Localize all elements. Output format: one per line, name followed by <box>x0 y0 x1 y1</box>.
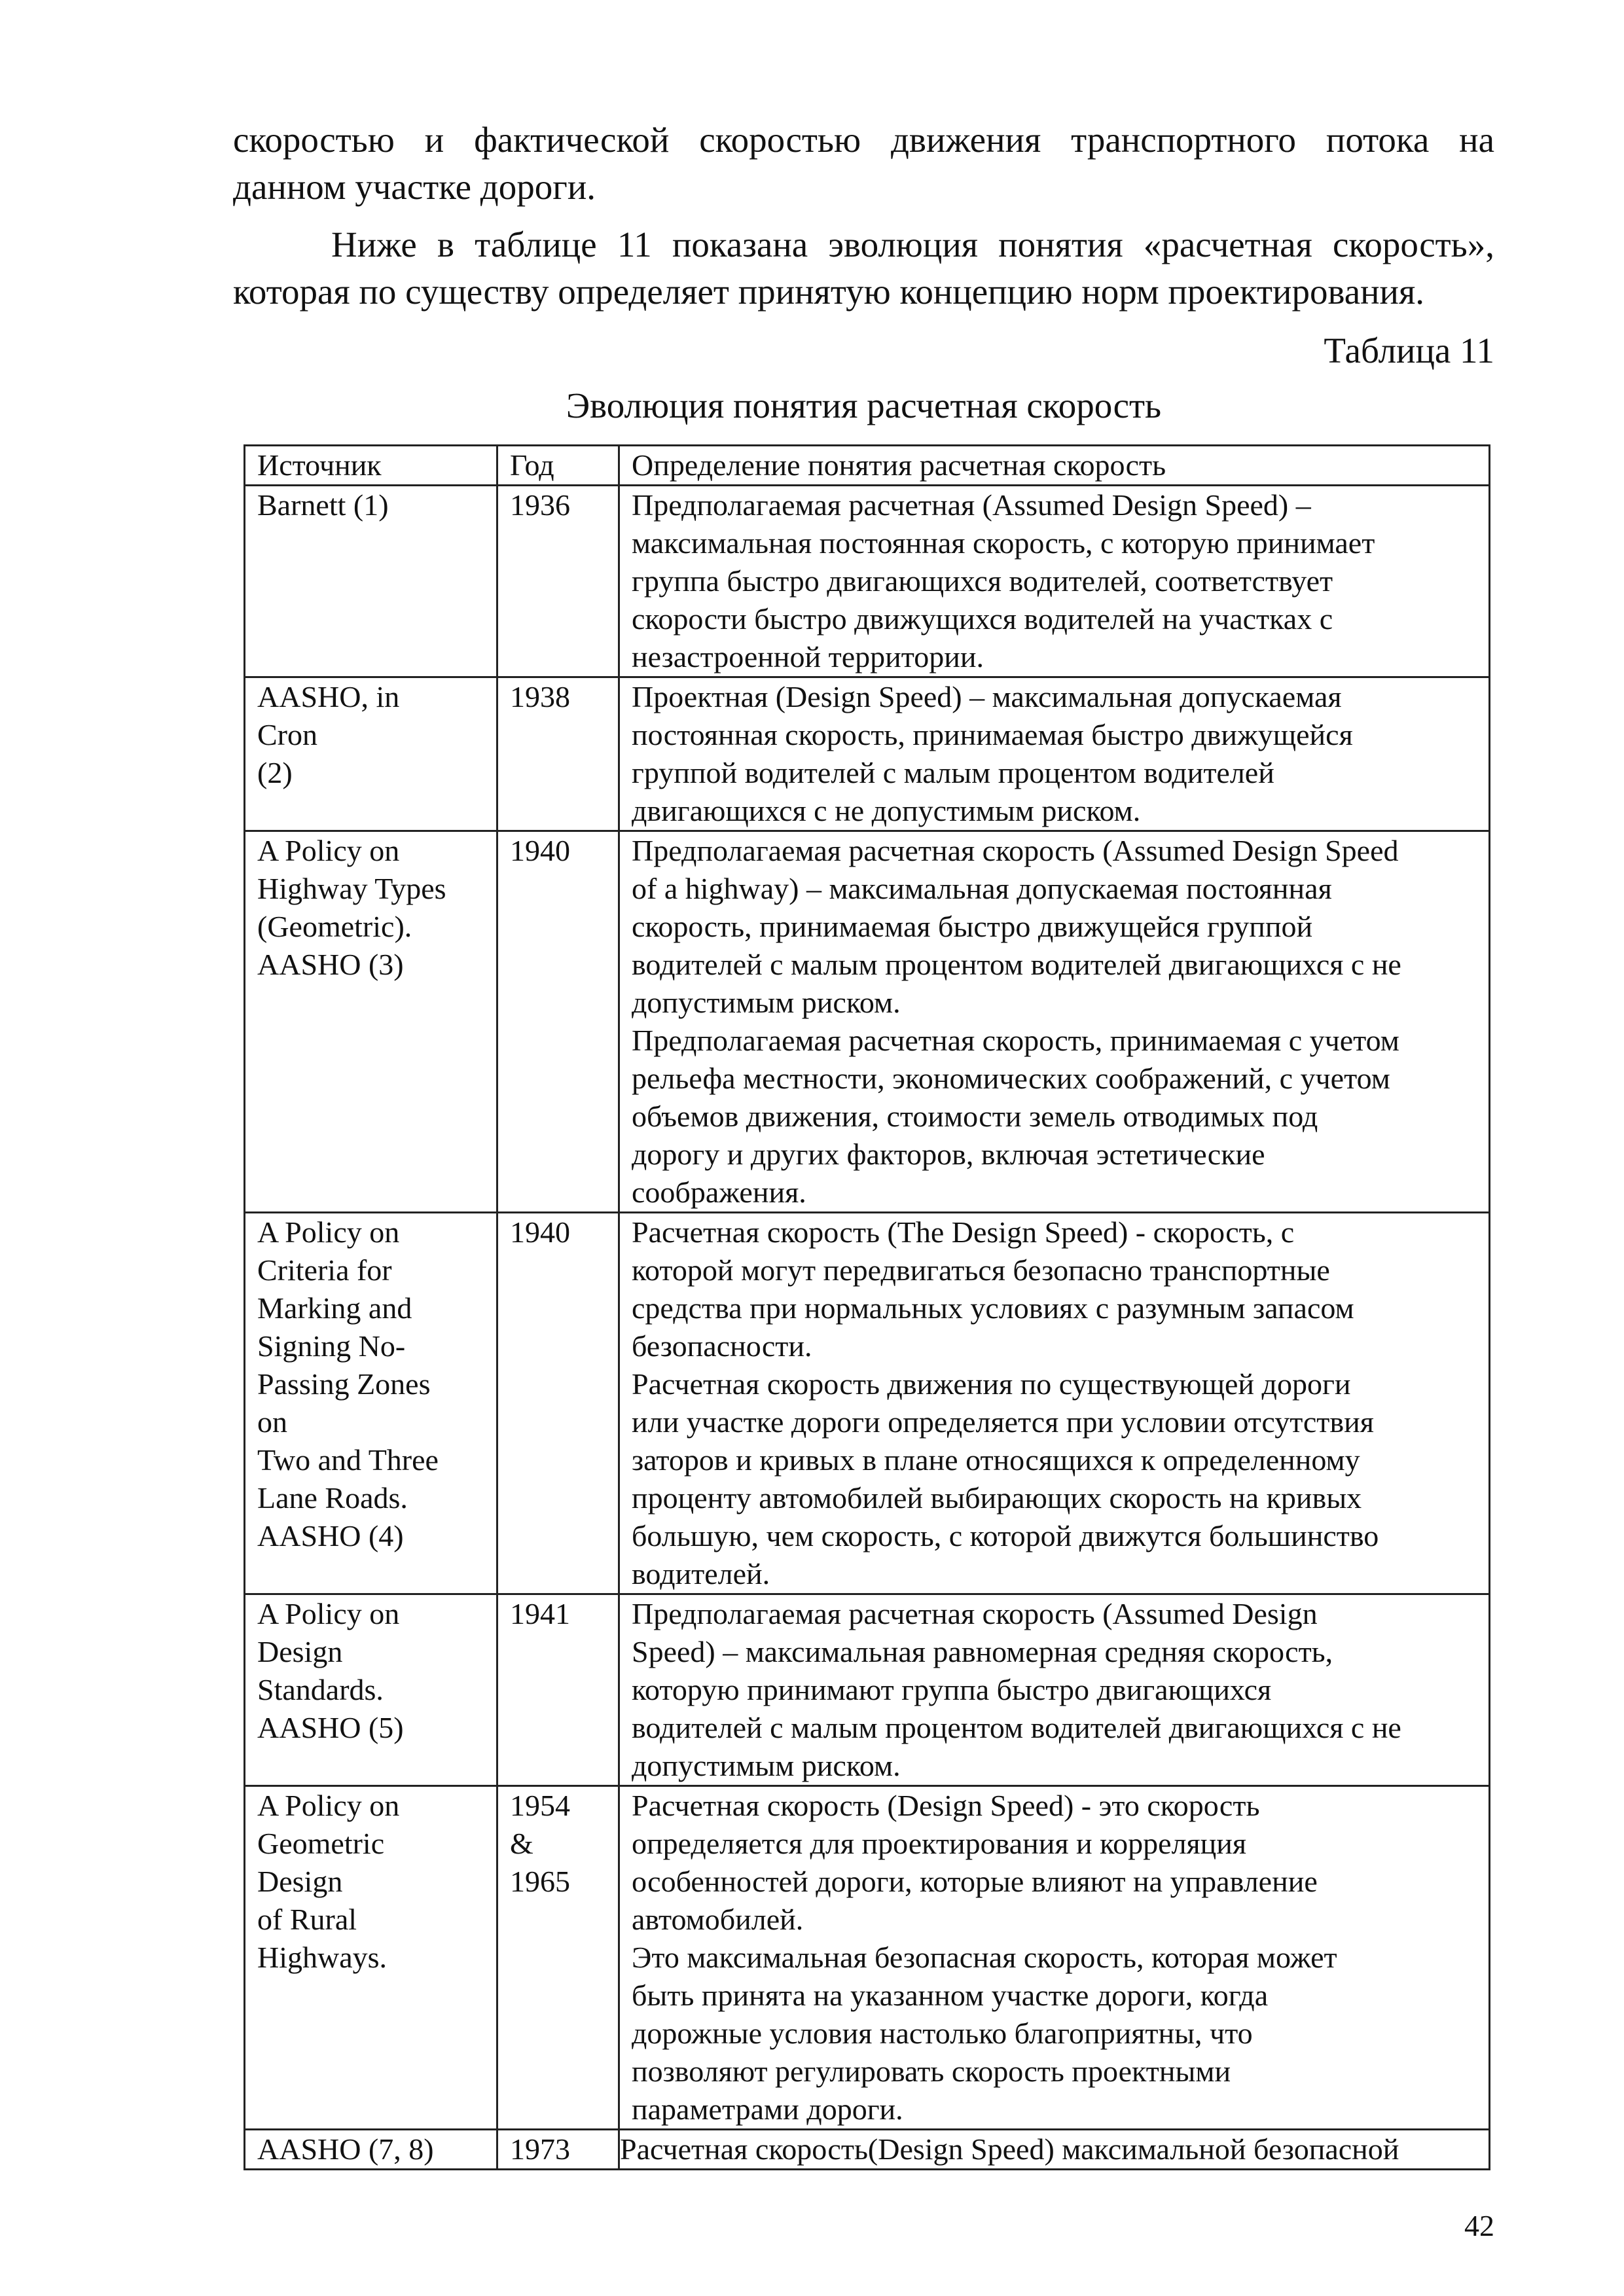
definition-line: допустимым риском. <box>632 986 901 1019</box>
year-line: 1940 <box>510 834 570 867</box>
source-cell <box>245 1786 497 2130</box>
source-line: of Rural <box>257 1903 357 1936</box>
evolution-line: Ниже в таблице 11 показана эволюция понятия «расчетная скорость», <box>331 224 1494 264</box>
source-line: Highway Types <box>257 872 446 905</box>
definition-line: Предполагаемая расчетная скорость (Assumed Design Speed <box>632 834 1399 867</box>
definition-line: безопасности. <box>632 1329 812 1363</box>
source-line: Barnett (1) <box>257 488 389 522</box>
definition-line: водителей с малым процентом водителей двигающихся с не <box>632 948 1401 981</box>
source-line: A Policy on <box>257 1597 400 1630</box>
source-line: (Geometric). <box>257 910 412 943</box>
table-row <box>245 1786 1490 2130</box>
source-line: AASHO (3) <box>257 948 404 981</box>
definition-line: которой могут передвигаться безопасно транспортные <box>632 1253 1330 1287</box>
definition-line: Расчетная скорость движения по существующей дороги <box>632 1367 1351 1401</box>
definition-line: проценту автомобилей выбирающих скорость на кривых <box>632 1481 1362 1515</box>
source-cell <box>245 1594 497 1786</box>
intro-line: данном участке дороги. <box>233 167 596 207</box>
source-line: Standards. <box>257 1673 384 1706</box>
year-cell <box>497 1594 619 1786</box>
intro-line: скоростью и фактической скоростью движения транспортного потока на <box>233 120 1494 160</box>
source-line: Two and Three <box>257 1443 439 1477</box>
definition-line: заторов и кривых в плане относящихся к определенному <box>632 1443 1360 1477</box>
table-row <box>245 1594 1490 1786</box>
source-line: AASHO (4) <box>257 1519 404 1552</box>
source-line: AASHO, in <box>257 680 400 713</box>
source-line: on <box>257 1405 287 1439</box>
definition-cell <box>619 1786 1490 2130</box>
year-line: 1965 <box>510 1865 570 1898</box>
definition-line: дорожные условия настолько благоприятны, что <box>632 2017 1253 2050</box>
definition-line: соображения. <box>632 1175 806 1209</box>
design-speed-table <box>244 444 1490 2170</box>
table-row <box>245 677 1490 831</box>
source-line: A Policy on <box>257 1215 400 1249</box>
definition-line: быть принята на указанном участке дороги, когда <box>632 1979 1269 2012</box>
year-cell <box>497 486 619 677</box>
definition-line: большую, чем скорость, с которой движутся большинство <box>632 1519 1379 1552</box>
definition-line: группой водителей с малым процентом водителей <box>632 756 1274 789</box>
definition-line: незастроенной территории. <box>632 640 984 673</box>
definition-line: Speed) – максимальная равномерная средняя скорость, <box>632 1635 1333 1668</box>
definition-cell <box>619 831 1490 1213</box>
definition-line: или участке дороги определяется при условии отсутствия <box>632 1405 1374 1439</box>
header-source: Источник <box>245 446 497 486</box>
definition-line: особенностей дороги, которые влияют на управление <box>632 1865 1318 1898</box>
page-number: 42 <box>1464 2209 1494 2242</box>
year-cell <box>497 1786 619 2130</box>
definition-line: Предполагаемая расчетная скорость (Assumed Design <box>632 1597 1318 1630</box>
source-line: Signing No- <box>257 1329 406 1363</box>
source-line: Design <box>257 1865 343 1898</box>
source-line: AASHO (7, 8) <box>257 2132 434 2166</box>
definition-cell <box>619 2130 1490 2170</box>
definition-cell <box>619 486 1490 677</box>
year-line: 1936 <box>510 488 570 522</box>
source-cell <box>245 1213 497 1594</box>
definition-line: средства при нормальных условиях с разумным запасом <box>632 1291 1354 1325</box>
definition-line: позволяют регулировать скорость проектными <box>632 2054 1231 2088</box>
year-line: 1938 <box>510 680 570 713</box>
definition-cell <box>619 1594 1490 1786</box>
definition-line: Предполагаемая расчетная скорость, принимаемая с учетом <box>632 1024 1399 1057</box>
year-line: & <box>510 1827 533 1860</box>
source-line: A Policy on <box>257 1789 400 1822</box>
source-line: Lane Roads. <box>257 1481 408 1515</box>
source-cell <box>245 2130 497 2170</box>
definition-line: дорогу и других факторов, включая эстетические <box>632 1138 1265 1171</box>
source-line: Passing Zones <box>257 1367 431 1401</box>
source-line: Marking and <box>257 1291 412 1325</box>
table-row <box>245 2130 1490 2170</box>
definition-line: Предполагаемая расчетная (Assumed Design Speed) – <box>632 488 1311 522</box>
year-cell <box>497 831 619 1213</box>
definition-line: скорость, принимаемая быстро движущейся группой <box>632 910 1313 943</box>
definition-line: скорости быстро движущихся водителей на участках с <box>632 602 1333 636</box>
header-definition: Определение понятия расчетная скорость <box>619 446 1490 486</box>
table-title: Эволюция понятия расчетная скорость <box>566 386 1162 425</box>
definition-line: Проектная (Design Speed) – максимальная допускаемая <box>632 680 1342 713</box>
definition-line: объемов движения, стоимости земель отводимых под <box>632 1100 1318 1133</box>
definition-cell <box>619 677 1490 831</box>
definition-line: водителей с малым процентом водителей двигающихся с не <box>632 1711 1401 1744</box>
definition-line: параметрами дороги. <box>632 2092 903 2126</box>
year-line: 1941 <box>510 1597 570 1630</box>
definition-line: постоянная скорость, принимаемая быстро движущейся <box>632 718 1353 751</box>
source-line: Geometric <box>257 1827 385 1860</box>
year-line: 1940 <box>510 1215 570 1249</box>
table-body <box>245 486 1490 2170</box>
definition-line: группа быстро двигающихся водителей, соответствует <box>632 564 1333 598</box>
definition-line: которую принимают группа быстро двигающихся <box>632 1673 1272 1706</box>
evolution-paragraph <box>233 221 1494 315</box>
year-cell <box>497 2130 619 2170</box>
header-year: Год <box>497 446 619 486</box>
source-line: (2) <box>257 756 293 789</box>
definition-line: of a highway) – максимальная допускаемая постоянная <box>632 872 1332 905</box>
table-label: Таблица 11 <box>1324 331 1494 370</box>
definition-line: максимальная постоянная скорость, с которую принимает <box>632 526 1375 560</box>
definition-line: двигающихся с не допустимым риском. <box>632 794 1141 827</box>
definition-line: Расчетная скорость (Design Speed) - это скорость <box>632 1789 1260 1822</box>
source-line: Criteria for <box>257 1253 392 1287</box>
intro-paragraph <box>233 117 1494 211</box>
source-line: A Policy on <box>257 834 400 867</box>
year-line: 1954 <box>510 1789 570 1822</box>
table-row <box>245 486 1490 677</box>
table-row <box>245 831 1490 1213</box>
year-cell <box>497 677 619 831</box>
source-line: AASHO (5) <box>257 1711 404 1744</box>
definition-line: рельефа местности, экономических соображений, с учетом <box>632 1062 1390 1095</box>
definition-line: Это максимальная безопасная скорость, которая может <box>632 1941 1337 1974</box>
definition-line: водителей. <box>632 1557 770 1590</box>
source-cell <box>245 486 497 677</box>
definition-line: определяется для проектирования и корреляция <box>632 1827 1247 1860</box>
definition-line: автомобилей. <box>632 1903 804 1936</box>
source-cell <box>245 831 497 1213</box>
table-header-row <box>245 446 1490 486</box>
year-cell <box>497 1213 619 1594</box>
source-cell <box>245 677 497 831</box>
definition-line: Расчетная скорость (The Design Speed) - скорость, с <box>632 1215 1295 1249</box>
definition-line: Расчетная скорость(Design Speed) максимальной безопасной <box>620 2132 1399 2166</box>
source-line: Cron <box>257 718 317 751</box>
source-line: Design <box>257 1635 343 1668</box>
definition-cell <box>619 1213 1490 1594</box>
evolution-line: которая по существу определяет принятую концепцию норм проектирования. <box>233 272 1425 312</box>
source-line: Highways. <box>257 1941 388 1974</box>
definition-line: допустимым риском. <box>632 1749 901 1782</box>
year-line: 1973 <box>510 2132 570 2166</box>
table-row <box>245 1213 1490 1594</box>
